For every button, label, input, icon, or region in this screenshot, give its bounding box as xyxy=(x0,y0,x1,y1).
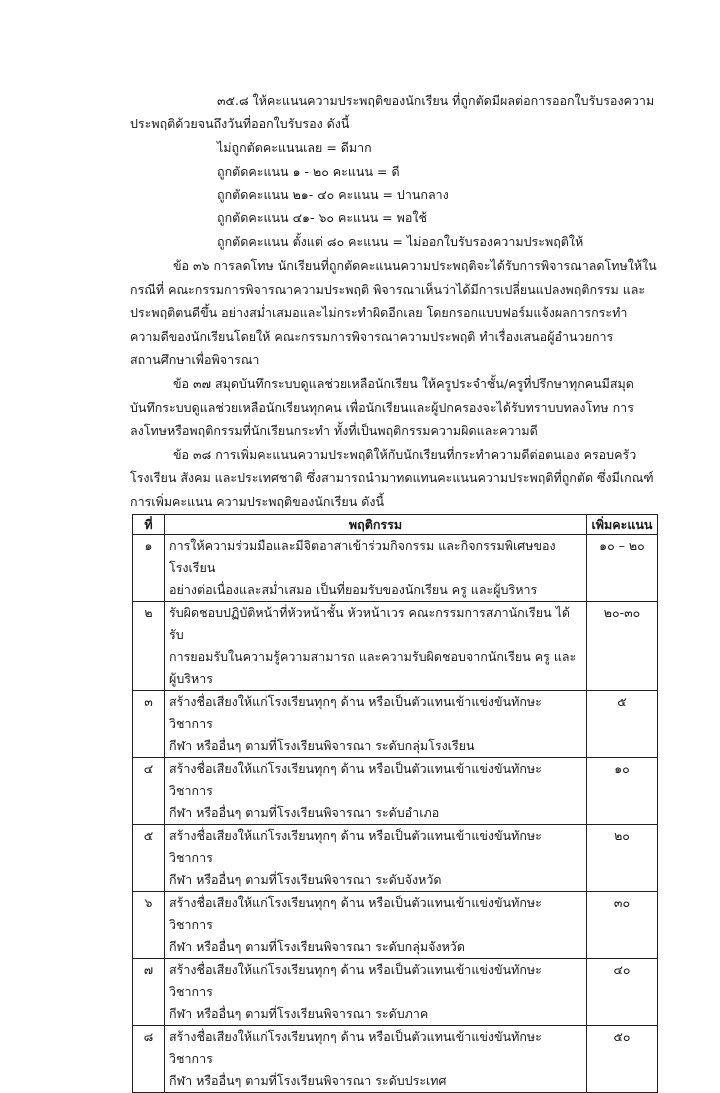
row-behavior xyxy=(165,535,587,602)
table-row xyxy=(133,691,658,758)
row-number: ๒ xyxy=(133,602,165,691)
row-points: ๑๐ – ๒๐ xyxy=(587,535,658,602)
row-number: ๘ xyxy=(133,1026,165,1093)
criteria-item: ถูกตัดคะแนน ๑ - ๒๐ คะแนน = ดี xyxy=(217,164,400,179)
row-points: ๑๐ xyxy=(587,758,658,825)
behavior-line: อย่างต่อเนื่องและสม่ำเสมอ เป็นที่ยอมรับของนักเรียน ครู และผู้บริหาร xyxy=(169,582,538,597)
criteria-item: ถูกตัดคะแนน ๒๑- ๔๐ คะแนน = ปานกลาง xyxy=(217,187,449,202)
table-row xyxy=(133,535,658,602)
row-number: ๗ xyxy=(133,959,165,1026)
row-points: ๓๐ xyxy=(587,892,658,959)
behavior-points-table xyxy=(132,514,658,1093)
behavior-line: กีฬา หรืออื่นๆ ตามที่โรงเรียนพิจารณา ระดับกลุ่มโรงเรียน xyxy=(169,738,475,753)
row-points: ๕ xyxy=(587,691,658,758)
article-36-line: กรณีที่ คณะกรรมการพิจารณาความประพฤติ พิจารณาเห็นว่าได้มีการเปลี่ยนแปลงพฤติกรรม และ xyxy=(130,282,646,297)
row-number: ๕ xyxy=(133,825,165,892)
header-points: เพิ่มคะแนน xyxy=(587,515,658,535)
table-header-row xyxy=(133,515,658,535)
behavior-line: สร้างชื่อเสียงให้แก่โรงเรียนทุกๆ ด้าน หรือเป็นตัวแทนเข้าแข่งขันทักษะวิชาการ xyxy=(169,828,542,865)
article-36-line: ข้อ ๓๖ การลดโทษ นักเรียนที่ถูกตัดคะแนนความประพฤติจะได้รับการพิจารณาลดโทษให้ใน xyxy=(173,258,657,273)
row-points: ๒๐-๓๐ xyxy=(587,602,658,691)
behavior-line: กีฬา หรืออื่นๆ ตามที่โรงเรียนพิจารณา ระดับภาค xyxy=(169,1006,429,1021)
row-number: ๖ xyxy=(133,892,165,959)
row-number: ๔ xyxy=(133,758,165,825)
article-38-line: การเพิ่มคะแนน ความประพฤติของนักเรียน ดังนี้ xyxy=(130,494,385,509)
behavior-line: สร้างชื่อเสียงให้แก่โรงเรียนทุกๆ ด้าน หรือเป็นตัวแทนเข้าแข่งขันทักษะวิชาการ xyxy=(169,962,542,999)
para-35-8-line1: ๓๕.๘ ให้คะแนนความประพฤติของนักเรียน ที่ถูกตัดมีผลต่อการออกใบรับรองความ xyxy=(217,93,655,108)
behavior-line: ผู้บริหาร xyxy=(169,671,213,686)
row-number: ๑ xyxy=(133,535,165,602)
table-row xyxy=(133,758,658,825)
article-38-line: โรงเรียน สังคม และประเทศชาติ ซึ่งสามารถนำมาทดแทนคะแนนความประพฤติที่ถูกตัด ซึ่งมีเกณฑ์ xyxy=(130,470,654,485)
row-behavior xyxy=(165,1026,587,1093)
criteria-item: ไม่ถูกตัดคะแนนเลย = ดีมาก xyxy=(217,140,372,155)
table-row xyxy=(133,602,658,691)
table-row xyxy=(133,1026,658,1093)
article-36-line: สถานศึกษาเพื่อพิจารณา xyxy=(130,352,260,367)
row-points: ๒๐ xyxy=(587,825,658,892)
behavior-line: กีฬา หรืออื่นๆ ตามที่โรงเรียนพิจารณา ระดับกลุ่มจังหวัด xyxy=(169,939,465,954)
row-points: ๕๐ xyxy=(587,1026,658,1093)
table-row xyxy=(133,892,658,959)
row-behavior xyxy=(165,758,587,825)
para-35-8-line2: ประพฤติด้วยจนถึงวันที่ออกใบรับรอง ดังนี้ xyxy=(130,116,350,131)
behavior-line: สร้างชื่อเสียงให้แก่โรงเรียนทุกๆ ด้าน หรือเป็นตัวแทนเข้าแข่งขันทักษะวิชาการ xyxy=(169,895,542,932)
behavior-line: สร้างชื่อเสียงให้แก่โรงเรียนทุกๆ ด้าน หรือเป็นตัวแทนเข้าแข่งขันทักษะวิชาการ xyxy=(169,694,542,731)
article-37-line: ข้อ ๓๗ สมุดบันทึกระบบดูแลช่วยเหลือนักเรียน ให้ครูประจำชั้น/ครูที่ปรึกษาทุกคนมีสมุด xyxy=(173,376,634,391)
article-38-line: ข้อ ๓๘ การเพิ่มคะแนนความประพฤติให้กับนักเรียนที่กระทำความดีต่อตนเอง ครอบครัว xyxy=(173,447,637,462)
article-36-line: ความดีของนักเรียนโดยให้ คณะกรรมการพิจารณาความประพฤติ ทำเรื่องเสนอผู้อำนวยการ xyxy=(130,329,614,344)
header-behavior: พฤติกรรม xyxy=(165,515,587,535)
criteria-item: ถูกตัดคะแนน ๔๑- ๖๐ คะแนน = พอใช้ xyxy=(217,210,427,225)
behavior-line: สร้างชื่อเสียงให้แก่โรงเรียนทุกๆ ด้าน หรือเป็นตัวแทนเข้าแข่งขันทักษะวิชาการ xyxy=(169,1029,542,1066)
table-row xyxy=(133,825,658,892)
article-37-line: บันทึกระบบดูแลช่วยเหลือนักเรียนทุกคน เพื่อนักเรียนและผู้ปกครองจะได้รับทราบบทลงโทษ การ xyxy=(130,400,634,415)
criteria-item: ถูกตัดคะแนน ตั้งแต่ ๘๐ คะแนน = ไม่ออกใบรับรองความประพฤติให้ xyxy=(217,234,584,249)
row-behavior xyxy=(165,691,587,758)
behavior-line: สร้างชื่อเสียงให้แก่โรงเรียนทุกๆ ด้าน หรือเป็นตัวแทนเข้าแข่งขันทักษะวิชาการ xyxy=(169,761,542,798)
behavior-line: รับผิดชอบปฏิบัติหน้าที่หัวหน้าชั้น หัวหน้าเวร คณะกรรมการสภานักเรียน ได้รับ xyxy=(169,605,570,642)
behavior-line: กีฬา หรืออื่นๆ ตามที่โรงเรียนพิจารณา ระดับอำเภอ xyxy=(169,805,440,820)
row-behavior xyxy=(165,825,587,892)
behavior-line: การให้ความร่วมมือและมีจิตอาสาเข้าร่วมกิจกรรม และกิจกรรมพิเศษของโรงเรียน xyxy=(169,538,556,575)
article-37-line: ลงโทษหรือพฤติกรรมที่นักเรียนกระทำ ทั้งที่เป็นพฤติกรรมความผิดและความดี xyxy=(130,423,538,438)
row-points: ๔๐ xyxy=(587,959,658,1026)
row-behavior xyxy=(165,602,587,691)
behavior-line: การยอมรับในความรู้ความสามารถ และความรับผิดชอบจากนักเรียน ครู และ xyxy=(169,649,577,664)
row-behavior xyxy=(165,892,587,959)
behavior-line: กีฬา หรืออื่นๆ ตามที่โรงเรียนพิจารณา ระดับจังหวัด xyxy=(169,872,442,887)
article-36-line: ประพฤติตนดีขึ้น อย่างสม่ำเสมอและไม่กระทำผิดอีกเลย โดยกรอกแบบฟอร์มแจ้งผลการกระทำ xyxy=(130,305,628,320)
row-behavior xyxy=(165,959,587,1026)
table-row xyxy=(133,959,658,1026)
behavior-line: กีฬา หรืออื่นๆ ตามที่โรงเรียนพิจารณา ระดับประเทศ xyxy=(169,1073,447,1088)
header-no: ที่ xyxy=(133,515,165,535)
row-number: ๓ xyxy=(133,691,165,758)
